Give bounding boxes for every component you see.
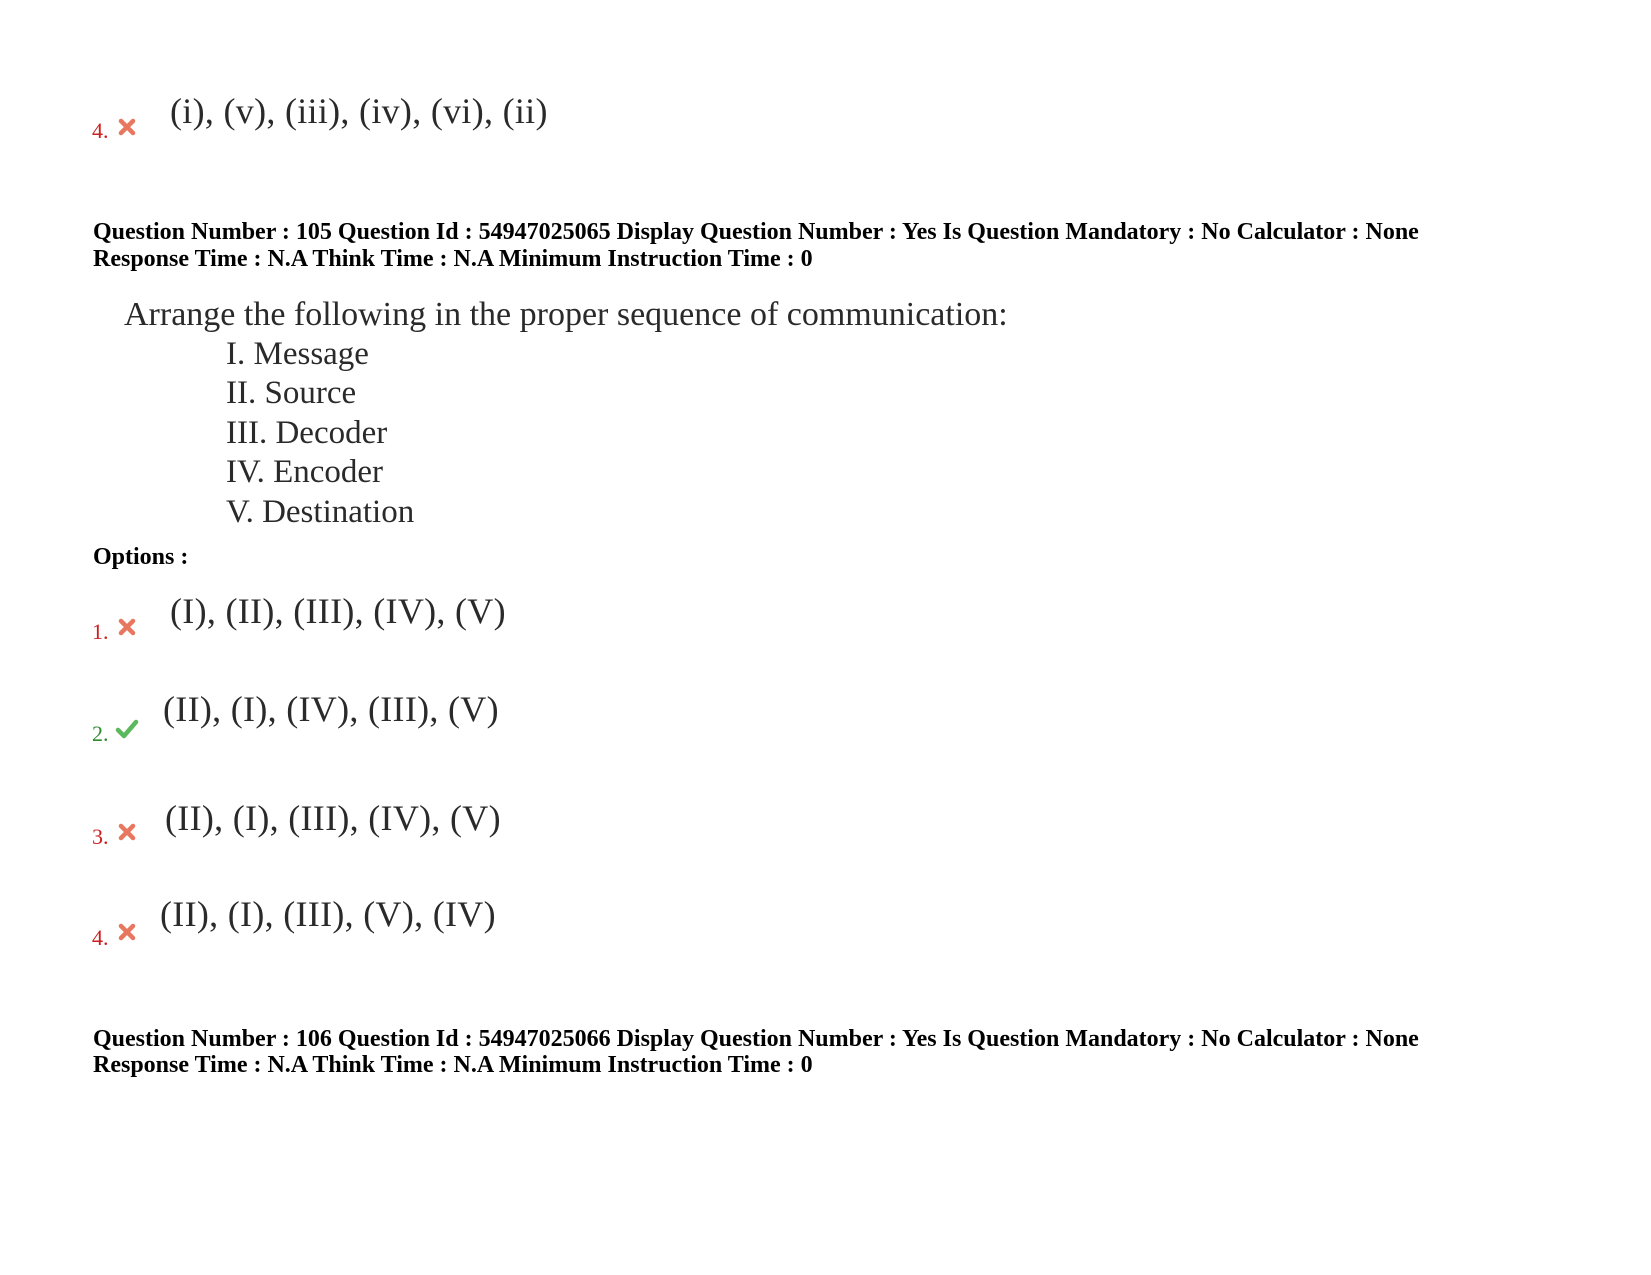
option-text: (II), (I), (IV), (III), (V): [163, 689, 499, 729]
cross-icon: [117, 617, 137, 637]
checkmark-icon: [115, 718, 139, 740]
cross-icon: [117, 922, 137, 942]
question-105-meta-line1: Question Number : 105 Question Id : 54947025065 Display Question Number : Yes Is Question Mandatory : No Calculator : None: [93, 219, 1419, 245]
option-number: 2.: [92, 721, 109, 746]
option-text: (II), (I), (III), (V), (IV): [160, 894, 496, 934]
option-number: 4.: [92, 925, 109, 950]
option-number: 4.: [92, 118, 109, 143]
question-item: III. Decoder: [226, 415, 388, 451]
option-number: 1.: [92, 619, 109, 644]
cross-icon: [117, 822, 137, 842]
option-text: (II), (I), (III), (IV), (V): [165, 798, 501, 838]
question-stem: Arrange the following in the proper sequence of communication:: [124, 296, 1008, 333]
option-number: 3.: [92, 824, 109, 849]
question-item: I. Message: [226, 336, 369, 372]
question-106-meta-line2: Response Time : N.A Think Time : N.A Minimum Instruction Time : 0: [93, 1052, 813, 1078]
question-item: IV. Encoder: [226, 454, 384, 490]
question-106-meta-line1: Question Number : 106 Question Id : 54947025066 Display Question Number : Yes Is Question Mandatory : No Calculator : None: [93, 1026, 1419, 1052]
options-label: Options :: [93, 544, 189, 570]
option-text: (i), (v), (iii), (iv), (vi), (ii): [170, 91, 548, 131]
question-105-meta-line2: Response Time : N.A Think Time : N.A Minimum Instruction Time : 0: [93, 246, 813, 272]
question-item: II. Source: [226, 375, 357, 411]
question-item: V. Destination: [226, 494, 415, 530]
cross-icon: [117, 117, 137, 137]
option-text: (I), (II), (III), (IV), (V): [170, 591, 506, 631]
